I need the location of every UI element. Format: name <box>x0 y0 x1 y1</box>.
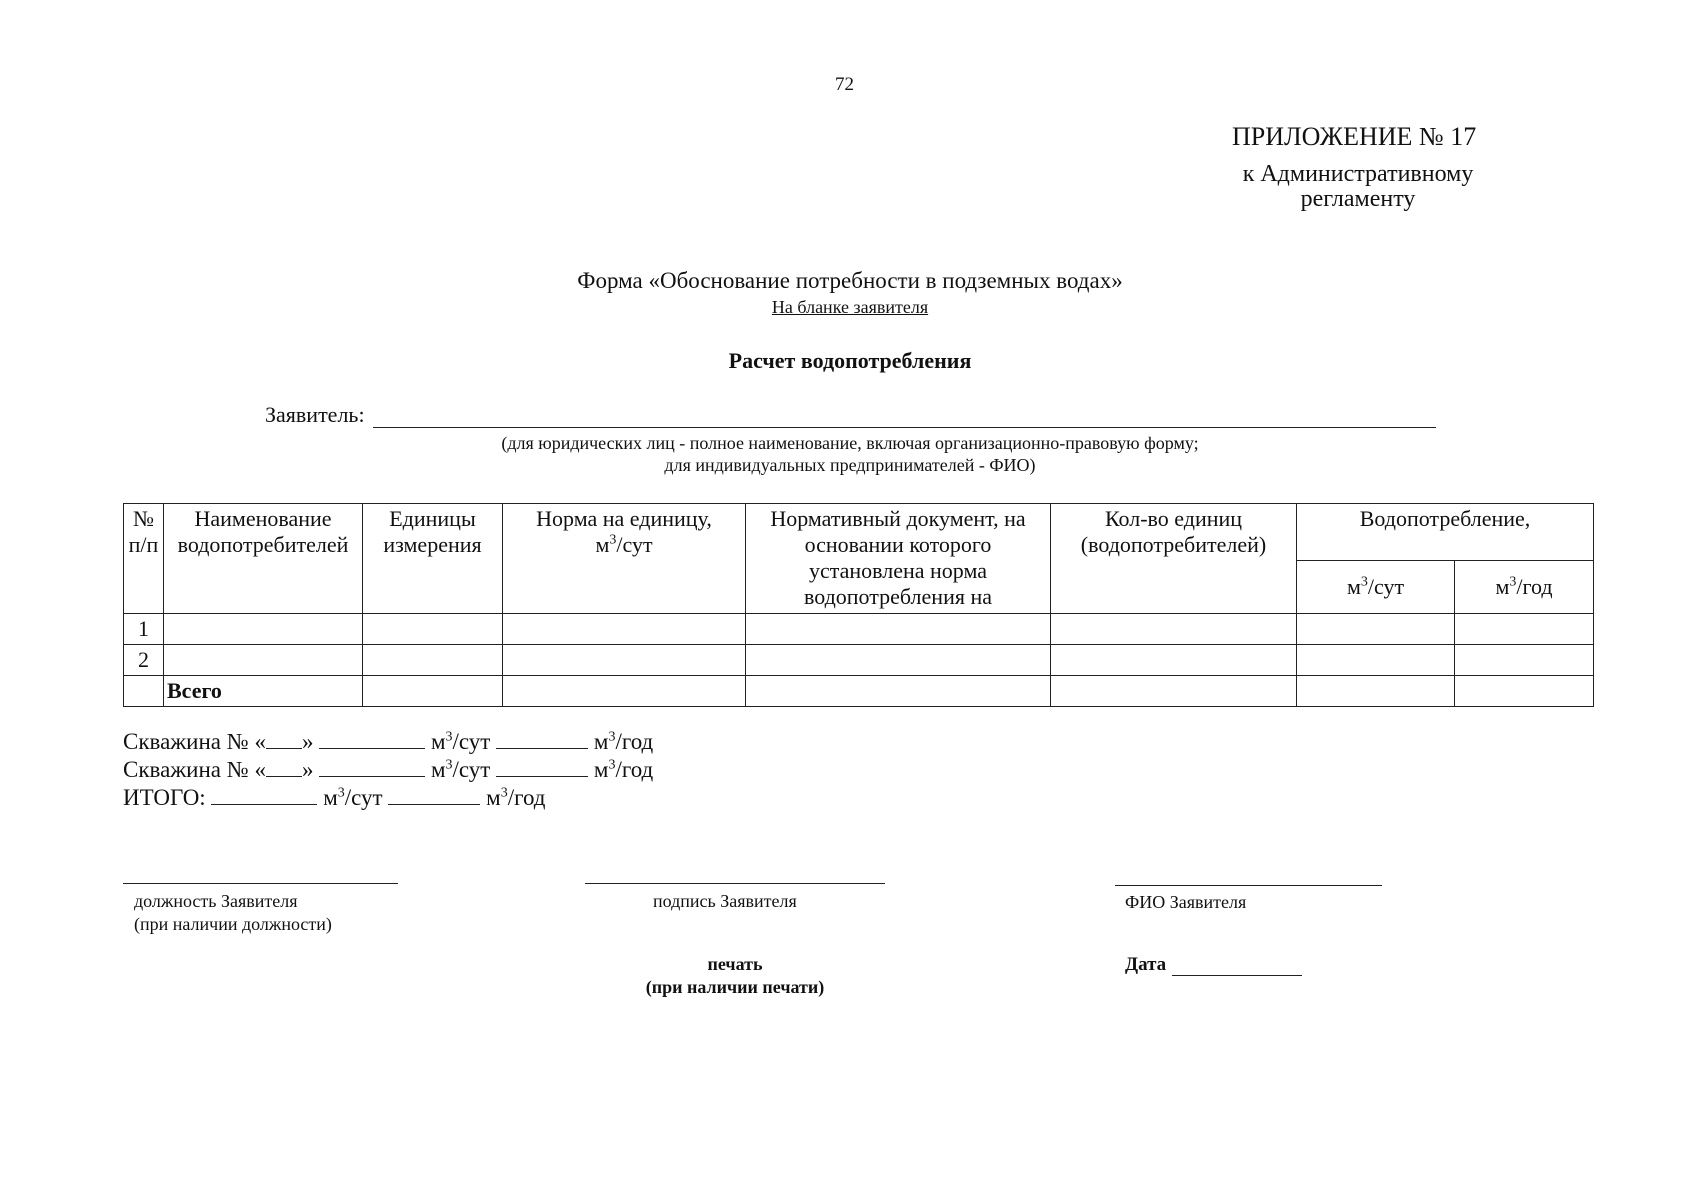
header-consumption-year: $м^3$/год <box>1455 561 1594 614</box>
well-2-day-field[interactable] <box>319 756 425 777</box>
appendix-subtitle: к Административному регламенту <box>1242 161 1474 212</box>
well-1-day-field[interactable] <box>319 728 425 749</box>
applicant-input-line[interactable] <box>373 427 1436 428</box>
row-num-empty <box>124 676 164 707</box>
header-num: № п/п <box>124 504 164 614</box>
date-label: Дата <box>1125 954 1167 975</box>
stamp-caption-line-2: (при наличии печати) <box>645 977 825 997</box>
fio-signature-line[interactable] <box>1115 885 1382 886</box>
cell-consumption-year[interactable] <box>1455 645 1594 676</box>
stamp-caption <box>600 953 870 999</box>
total-day-field[interactable] <box>211 784 317 805</box>
header-consumption: Водопотребление, <box>1297 504 1594 561</box>
cell-unit-count[interactable] <box>1051 645 1297 676</box>
total-year-field[interactable] <box>388 784 480 805</box>
well-line-2: Скважина № « » $м^3$/сут $м^3$/год <box>123 757 654 782</box>
table-row <box>124 645 1594 676</box>
cell-consumption-day[interactable] <box>1297 614 1455 645</box>
header-consumer-name: Наименование водопотребителей <box>164 504 363 614</box>
stamp-caption-line-1: печать <box>707 954 763 974</box>
table-header-row <box>124 504 1594 561</box>
applicant-hint-line-1: (для юридических лиц - полное наименование, включая организационно-правовую форму; <box>501 433 1199 453</box>
cell-unit-count[interactable] <box>1051 676 1297 707</box>
applicant-label: Заявитель: <box>265 402 365 427</box>
header-norm-per-unit <box>503 504 746 614</box>
cell-consumption-year[interactable] <box>1455 614 1594 645</box>
table-row <box>124 614 1594 645</box>
cell-norm-document[interactable] <box>746 676 1051 707</box>
form-title: Форма «Обоснование потребности в подземных водах» <box>577 268 1123 293</box>
cell-consumption-day[interactable] <box>1297 645 1455 676</box>
well-line-1: Скважина № « » $м^3$/сут $м^3$/год <box>123 729 654 754</box>
cell-units[interactable] <box>363 645 503 676</box>
cell-norm-per-unit[interactable] <box>503 645 746 676</box>
header-norm-per-unit-label: Норма на единицу, <box>536 506 712 531</box>
header-consumption-day: $м^3$/сут <box>1297 561 1455 614</box>
form-subtitle: На бланке заявителя <box>771 297 929 317</box>
row-num: 2 <box>124 645 164 676</box>
applicant-hint-line-2: для индивидуальных предпринимателей - ФИО) <box>664 455 1036 475</box>
position-caption-line-1: должность Заявителя <box>134 891 298 911</box>
cell-units[interactable] <box>363 614 503 645</box>
cell-units[interactable] <box>363 676 503 707</box>
signature-caption: подпись Заявителя <box>653 891 797 911</box>
well-1-number-field[interactable] <box>266 728 302 749</box>
cell-norm-document[interactable] <box>746 614 1051 645</box>
header-units: Единицы измерения <box>363 504 503 614</box>
cell-unit-count[interactable] <box>1051 614 1297 645</box>
row-num: 1 <box>124 614 164 645</box>
cell-consumer-name[interactable] <box>164 645 363 676</box>
wells-summary <box>123 728 653 812</box>
position-caption-line-2: (при наличии должности) <box>134 914 332 934</box>
fio-caption: ФИО Заявителя <box>1125 892 1247 912</box>
signature-line[interactable] <box>585 883 885 884</box>
header-norm-document: Нормативный документ, на основании которого установлена норма водопотребления на <box>746 504 1051 614</box>
applicant-hint <box>400 432 1300 476</box>
position-signature-line[interactable] <box>123 883 398 884</box>
cell-norm-per-unit[interactable] <box>503 614 746 645</box>
date-field-line[interactable] <box>1172 975 1302 976</box>
header-unit-count: Кол-во единиц (водопотребителей) <box>1051 504 1297 614</box>
total-label: Всего <box>164 676 363 707</box>
well-2-year-field[interactable] <box>496 756 588 777</box>
header-norm-per-unit-unit: $м^3$/сут <box>595 532 653 557</box>
page-number: 72 <box>835 74 854 95</box>
calculation-title: Расчет водопотребления <box>728 348 972 373</box>
position-caption <box>134 890 332 936</box>
water-consumption-table <box>123 503 1594 707</box>
cell-norm-document[interactable] <box>746 645 1051 676</box>
wells-total-line: ИТОГО: $м^3$/сут $м^3$/год <box>123 785 546 810</box>
well-1-year-field[interactable] <box>496 728 588 749</box>
well-2-number-field[interactable] <box>266 756 302 777</box>
cell-consumption-day[interactable] <box>1297 676 1455 707</box>
appendix-title: ПРИЛОЖЕНИЕ № 17 <box>1232 122 1477 151</box>
cell-consumer-name[interactable] <box>164 614 363 645</box>
table-total-row <box>124 676 1594 707</box>
cell-norm-per-unit[interactable] <box>503 676 746 707</box>
cell-consumption-year[interactable] <box>1455 676 1594 707</box>
